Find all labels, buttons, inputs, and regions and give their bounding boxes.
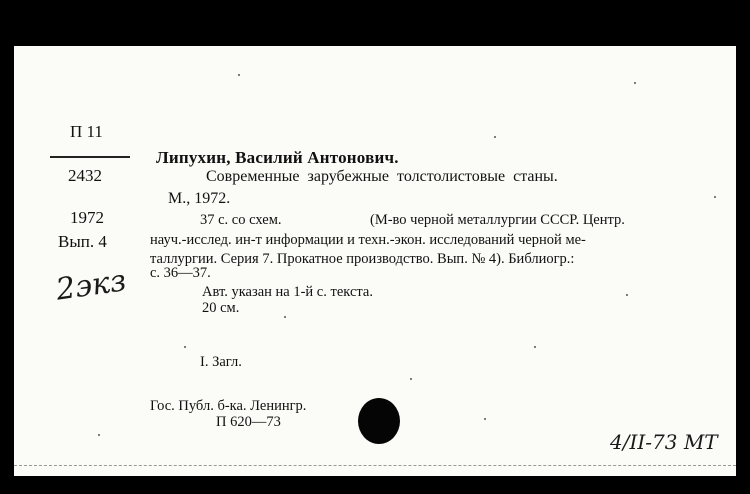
title-line-1: Современные зарубежные толстолистовые станы. <box>206 168 558 185</box>
author-note: Авт. указан на 1-й с. текста. <box>202 284 373 300</box>
speck <box>494 136 496 138</box>
description-line-1b: (М-во черной металлургии СССР. Центр. <box>370 212 625 228</box>
speck <box>634 82 636 84</box>
speck <box>410 378 412 380</box>
catalog-card <box>14 46 736 476</box>
description-line-1a: 37 с. со схем. <box>200 212 282 228</box>
speck <box>484 418 486 420</box>
author-heading: Липухин, Василий Антонович. <box>156 148 399 167</box>
speck <box>534 346 536 348</box>
library-name: Гос. Публ. б-ка. Ленингр. <box>150 398 307 414</box>
title-entry: I. Загл. <box>200 354 242 370</box>
shelf-issue: Вып. 4 <box>58 232 107 251</box>
description-line-3: таллургии. Серия 7. Прокатное производство. Вып. № 4). Библиогр.: <box>150 251 575 267</box>
speck <box>714 196 716 198</box>
speck <box>626 294 628 296</box>
description-line-2: науч.-исслед. ин-т информации и техн.-экон. исследований черной ме- <box>150 232 586 248</box>
shelf-year: 1972 <box>70 208 104 227</box>
handwritten-copies: 2экз <box>53 263 129 308</box>
speck <box>98 434 100 436</box>
size-note: 20 см. <box>202 300 240 316</box>
speck <box>184 346 186 348</box>
shelf-number: 2432 <box>68 166 102 185</box>
title-line-2: М., 1972. <box>168 190 231 207</box>
card-bottom-edge <box>14 465 736 466</box>
speck <box>284 316 286 318</box>
card-number: П 620—73 <box>216 414 281 430</box>
shelf-divider <box>50 156 130 158</box>
description-line-4: с. 36—37. <box>150 265 211 281</box>
ink-blot <box>358 398 400 444</box>
speck <box>238 74 240 76</box>
handwritten-inventory: 4/II-73 МТ <box>610 430 718 454</box>
shelf-code: П 11 <box>70 122 103 141</box>
